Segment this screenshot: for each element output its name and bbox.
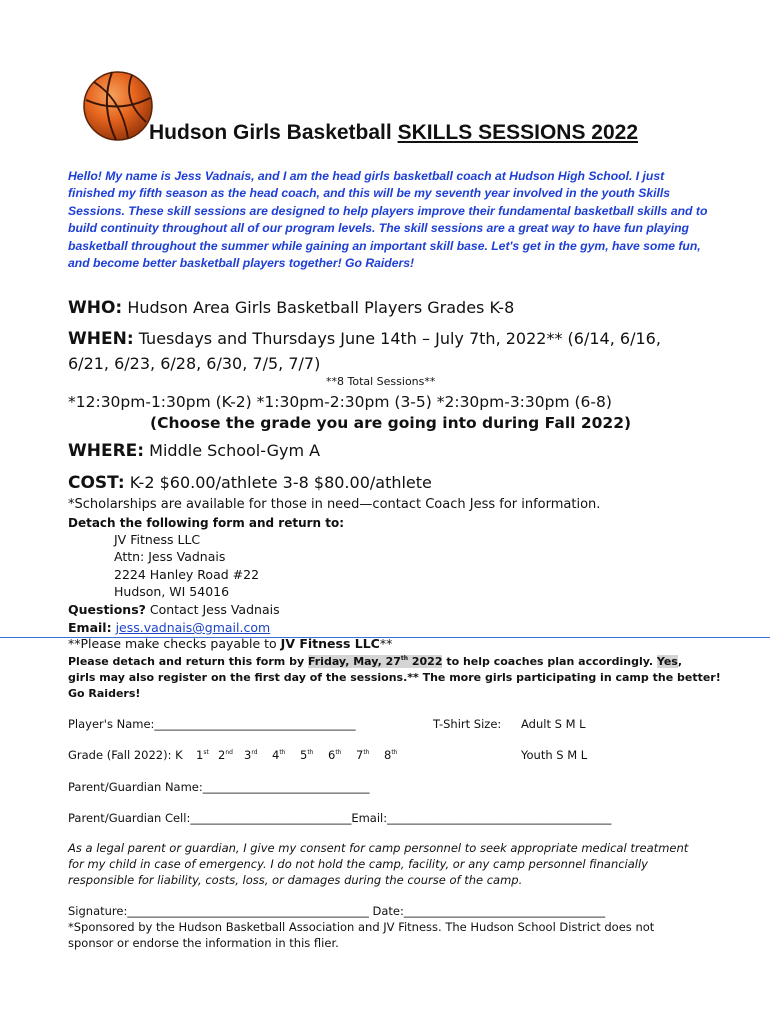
choose-grade-note: (Choose the grade you are going into during Fall 2022) [150,414,632,432]
where-text: Middle School-Gym A [144,441,321,460]
email-label: Email: [68,620,112,635]
grade-number: 7 [356,748,364,762]
grade-option[interactable] [328,748,341,762]
cost-line [68,473,432,493]
address-line: Attn: Jess Vadnais [114,549,226,564]
scholarship-note: *Scholarships are available for those in need—contact Coach Jess for information. [68,497,601,512]
when-label: WHEN: [68,329,134,349]
email-link[interactable]: jess.vadnais@gmail.com [115,620,271,635]
grade-number: 8 [384,748,392,762]
deadline-date-year: 2022 [408,655,443,668]
when-text: Tuesdays and Thursdays June 14th – July 7th, 2022** (6/14, 6/16, [133,329,661,348]
cost-label: COST: [68,473,125,493]
instructions-line-3: Go Raiders! [68,687,141,700]
grade-option[interactable] [196,748,209,762]
grade-number: 6 [328,748,336,762]
where-label: WHERE: [68,441,145,461]
total-sessions: **8 Total Sessions** [326,375,436,388]
instructions-text: , [677,655,683,668]
grade-option[interactable] [300,748,313,762]
grade-number: 4 [272,748,280,762]
tshirt-size-label: T-Shirt Size: [433,717,502,731]
deadline-date-sup: th [400,655,409,662]
grade-suffix: th [307,749,314,756]
parent-name-field[interactable]: Parent/Guardian Name:_____________________________ [68,780,370,794]
where-line [68,441,320,461]
instructions-line-1 [68,655,682,668]
who-label: WHO: [68,298,123,318]
checks-line [68,636,392,651]
questions-label: Questions? [68,602,146,617]
detach-heading: Detach the following form and return to: [68,516,345,530]
grade-suffix: th [279,749,286,756]
address-line: JV Fitness LLC [114,532,201,547]
address-line: 2224 Hanley Road #22 [114,567,260,582]
title-underlined: SKILLS SESSIONS 2022 [397,121,639,144]
grade-label: Grade (Fall 2022): K [68,748,183,762]
grade-suffix: rd [251,749,258,756]
players-name-field[interactable]: Player's Name:___________________________________ [68,717,356,731]
grade-number: 5 [300,748,308,762]
grade-number: 2 [218,748,226,762]
grade-option[interactable] [272,748,285,762]
signature-date-field[interactable]: Signature:__________________________________________ Date:___________________________________ [68,904,606,918]
questions-text: Contact Jess Vadnais [145,602,280,617]
instructions-text: Please detach and return this form by [68,655,308,668]
intro-paragraph: Hello! My name is Jess Vadnais, and I am the head girls basketball coach at Hudson High School. I just finished my fifth season as the head coach, and this will be my seventh year involved in the youth Skills Sessions. These skill sessions are designed to help players improve their fundamental basketball skills and to build continuity throughout all of our program levels. The skill sessions are a great way to have fun playing basketball throughout the summer while gaining an important skill base. Let's get in the gym, have some fun, and become better basketball players together! Go Raiders! [68,169,708,271]
when-line-1 [68,329,661,349]
youth-size-options[interactable]: Youth S M L [521,748,588,762]
grade-option[interactable] [384,748,397,762]
yes-highlight: Yes [656,655,678,668]
address-line: Hudson, WI 54016 [114,584,230,599]
who-text: Hudson Area Girls Basketball Players Grades K-8 [122,298,515,317]
grade-suffix: th [363,749,370,756]
title-text: Hudson Girls Basketball [149,121,398,144]
checks-end: ** [379,636,393,651]
adult-size-options[interactable]: Adult S M L [521,717,586,731]
instructions-text: to help coaches plan accordingly. [442,655,657,668]
grade-option[interactable] [244,748,258,762]
who-line [68,298,514,318]
grade-suffix: st [203,749,209,756]
parent-cell-email-field[interactable]: Parent/Guardian Cell:____________________________Email:_______________________________________ [68,811,612,825]
session-times: *12:30pm-1:30pm (K-2) *1:30pm-2:30pm (3-5) *2:30pm-3:30pm (6-8) [68,393,612,411]
grade-suffix: th [335,749,342,756]
email-line [68,620,270,635]
grade-suffix: nd [225,749,233,756]
grade-number: 1 [196,748,204,762]
checks-payee: JV Fitness LLC [280,636,380,651]
questions-line [68,602,280,617]
deadline-date-main: Friday, May, 27 [307,655,401,668]
when-line-2: 6/21, 6/23, 6/28, 6/30, 7/5, 7/7) [68,354,321,373]
grade-number: 3 [244,748,252,762]
checks-text: **Please make checks payable to [68,636,281,651]
basketball-logo [82,70,154,142]
sponsor-note: *Sponsored by the Hudson Basketball Association and JV Fitness. The Hudson School District does not sponsor or endorse the information in this flier. [68,920,655,950]
consent-paragraph: As a legal parent or guardian, I give my consent for camp personnel to seek appropriate medical treatment for my child in case of emergency. I do not hold the camp, facility, or any camp personnel financially responsible for liability, costs, loss, or damages during the course of the camp. [68,841,689,887]
deadline-date [308,655,443,668]
grade-option[interactable] [218,748,233,762]
grade-suffix: th [391,749,398,756]
grade-option[interactable] [356,748,369,762]
cost-text: K-2 $60.00/athlete 3-8 $80.00/athlete [124,473,432,492]
instructions-line-2: girls may also register on the first day of the sessions.** The more girls participating in camp the better! [68,671,721,684]
page-title [149,121,638,145]
